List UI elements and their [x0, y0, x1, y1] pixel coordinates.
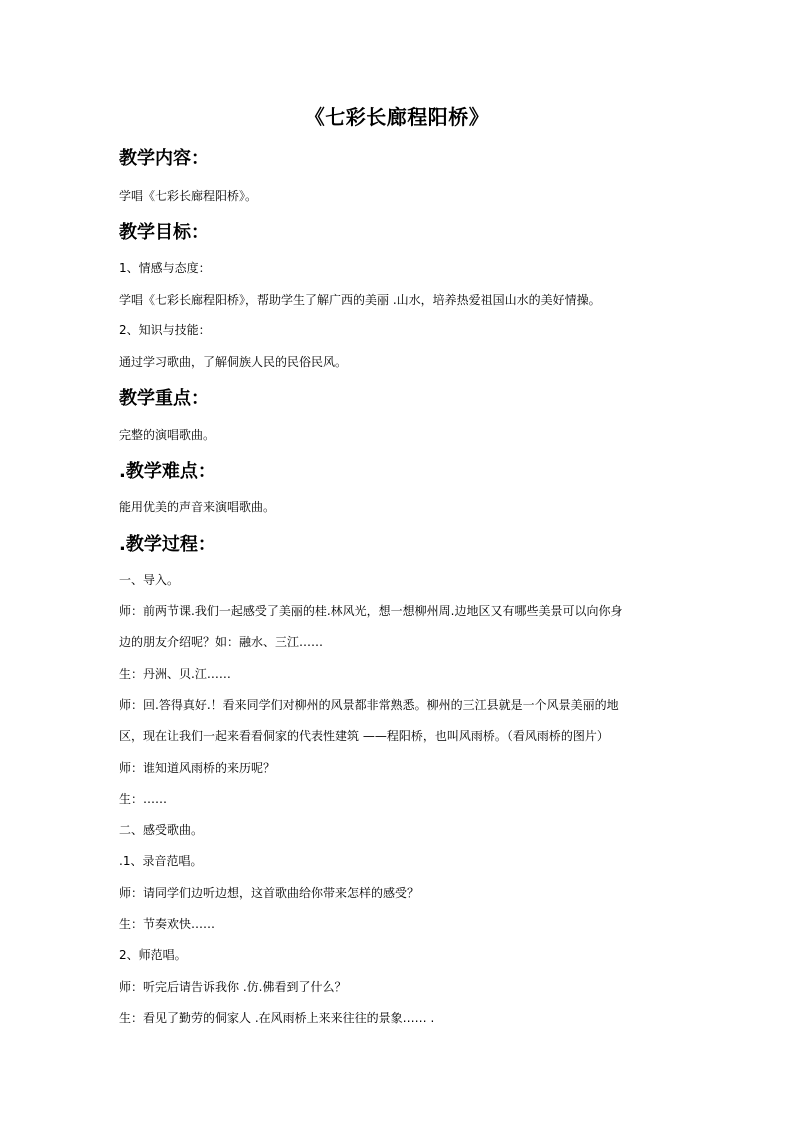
- paragraph: 学唱《七彩长廊程阳桥》，帮助学生了解广西的美丽 .山水，培养热爱祖国山水的美好情操。: [119, 293, 601, 307]
- paragraph: 一、导入。: [119, 573, 180, 587]
- paragraph: 2、师范唱。: [119, 948, 187, 962]
- paragraph: 二、感受歌曲。: [119, 823, 204, 837]
- paragraph: 能用优美的声音来演唱歌曲。: [119, 500, 276, 514]
- paragraph: 区，现在让我们一起来看看侗家的代表性建筑 ——程阳桥，也叫风雨桥。（看风雨桥的图片）: [119, 729, 609, 743]
- paragraph: 2、知识与技能：: [119, 323, 211, 337]
- section-heading-content: 教学内容：: [119, 148, 209, 169]
- paragraph: 生：节奏欢快……: [119, 917, 216, 931]
- paragraph: .1、录音范唱。: [119, 854, 203, 868]
- paragraph: 师：前两节课.我们一起感受了美丽的桂.林风光，想一想柳州周.边地区又有哪些美景可以向你身: [119, 604, 623, 618]
- paragraph: 通过学习歌曲，了解侗族人民的民俗民风。: [119, 355, 348, 369]
- paragraph: 生：丹洲、贝.江……: [119, 667, 231, 681]
- document-title: 《七彩长廊程阳桥》: [304, 105, 490, 129]
- paragraph: 1、情感与态度：: [119, 261, 211, 275]
- paragraph: 生：……: [119, 792, 168, 806]
- section-heading-difficulties: .教学难点：: [119, 461, 216, 482]
- paragraph: 师：听完后请告诉我你 .仿.佛看到了什么？: [119, 980, 347, 994]
- paragraph: 边的朋友介绍呢？如：融水、三江……: [119, 635, 324, 649]
- paragraph: 完整的演唱歌曲。: [119, 428, 216, 442]
- paragraph: 师：请同学们边听边想，这首歌曲给你带来怎样的感受？: [119, 886, 420, 900]
- paragraph: 生：看见了勤劳的侗家人 .在风雨桥上来来往往的景象…… .: [119, 1011, 435, 1025]
- section-heading-objectives: 教学目标：: [119, 222, 209, 243]
- paragraph: 师：谁知道风雨桥的来历呢？: [119, 761, 276, 775]
- paragraph: 学唱《七彩长廊程阳桥》。: [119, 189, 258, 203]
- section-heading-process: .教学过程：: [119, 534, 216, 555]
- section-heading-key-points: 教学重点：: [119, 388, 209, 409]
- paragraph: 师：回.答得真好.！看来同学们对柳州的风景都非常熟悉。柳州的三江县就是一个风景美丽的地: [119, 698, 619, 712]
